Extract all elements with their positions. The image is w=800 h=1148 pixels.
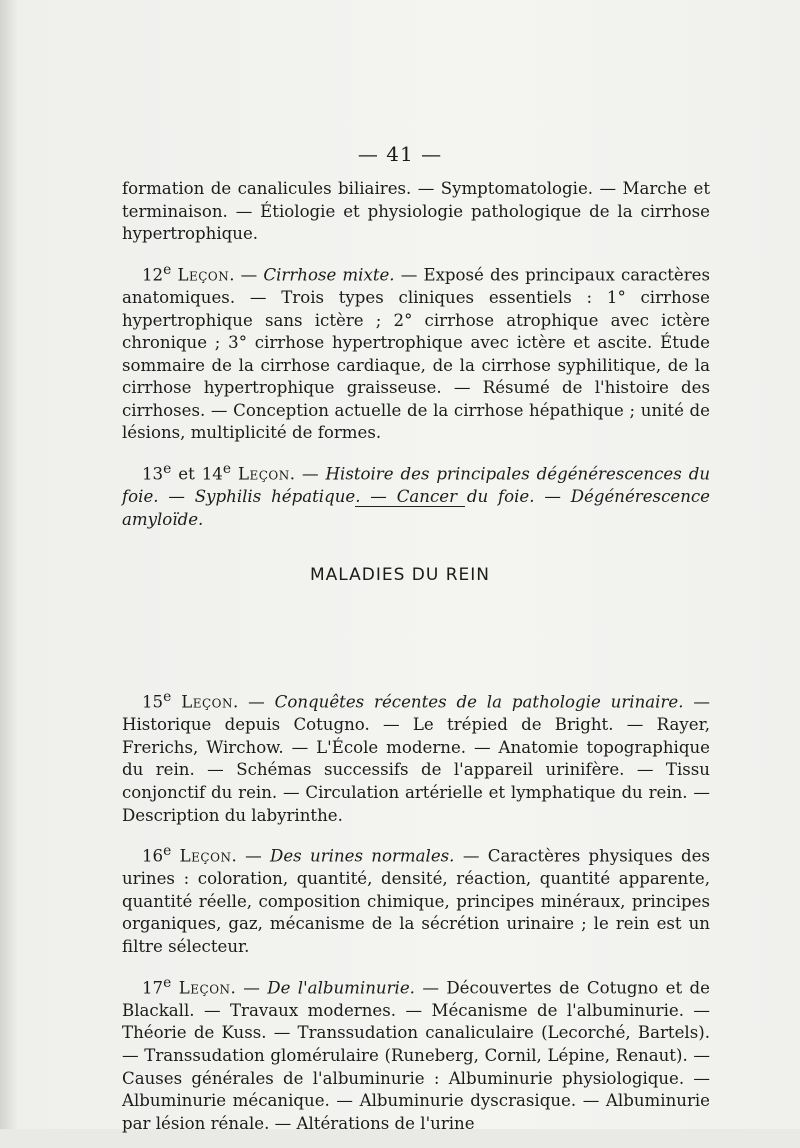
section-liver [122,178,710,544]
paragraph-continuation: formation de canalicules biliaires. — Symptomatologie. — Marche et terminaison. — Étiologie et physiologie pathologique de la cirrhose hypertrophique. [122,179,710,244]
lesson-title: Conquêtes récentes de la pathologie urinaire. [274,692,684,712]
lesson-label: Leçon [177,265,230,285]
lesson-label: Leçon [178,978,231,998]
lesson-16: 16e Leçon. — Des urines normales. — Caractères physiques des urines : coloration, quantité, densité, réaction, quantité apparente, quantité réelle, composition chimique, principes minéraux, principes organiques, gaz, mécanisme de la sécrétion urinaire ; le rein est un filtre sélecteur. [122,843,711,956]
lesson-body: — Exposé des principaux caractères anatomiques. — Trois types cliniques essentiels : 1° cirrhose hypertrophique sans ictère ; 2° cirrhose atrophique avec ictère chronique ; 3° cirrhose hypertrophique avec ictère et ascite. Étude sommaire de la cirrhose cardiaque, de la cirrhose syphilitique, de la cirrhose hypertrophique graisseuse. — Résumé de l'histoire des cirrhoses. — Conception actuelle de la cirrhose hépathique ; unité de lésions, multiplicité de formes. [122,265,711,443]
lesson-ordinal: e [163,974,172,991]
lesson-number-2: 14 [201,464,223,484]
conjunction: et [171,464,202,484]
lesson-body: — Historique depuis Cotugno. — Le trépied de Bright. — Rayer, Frerichs, Wirchow. — L'École moderne. — Anatomie topographique du rein. — Schémas successifs de l'appareil urinifère. — Tissu conjonctif du rein. — Circulation artérielle et lymphatique du rein. — Description du labyrinthe. [122,692,710,825]
lesson-13-14: 13e et 14e Leçon. — Histoire des principales dégénérescences du foie. — Syphilis hépatique. — Cancer du foie. — Dégénérescence amyloïde. [122,461,711,529]
lesson-number: 16 [142,846,164,866]
lesson-ordinal: e [163,461,172,478]
lesson-label: Leçon [181,692,234,712]
section-heading: MALADIES DU REIN [309,565,491,585]
lesson-number: 15 [142,692,164,712]
lesson-ordinal-2: e [222,461,232,478]
section-divider [355,506,465,507]
lesson-number: 17 [142,978,164,998]
lesson-label: Leçon [237,464,290,484]
lesson-15: 15e Leçon. — Conquêtes récentes de la pathologie urinaire. — Historique depuis Cotugno. — Le trépied de Bright. — Rayer, Frerichs, Wirchow. — L'École moderne. — Anatomie topographique du rein. — Schémas successifs de l'appareil urinifère. — Tissu conjonctif du rein. — Circulation artérielle et lymphatique du rein. — Description du labyrinthe. [122,689,710,825]
lesson-number: 12 [142,265,164,285]
lesson-ordinal: e [163,843,172,860]
section-kidney [122,686,710,1148]
lesson-title: Des urines normales. [270,846,455,866]
lesson-body: — Découvertes de Cotugno et de Blackall. — Travaux modernes. — Mécanisme de l'albuminurie. — Théorie de Kuss. — Transsudation canaliculaire (Lecorché, Bartels). — Transsudation glomérulaire (Runeberg, Cornil, Lépine, Renaut). — Causes générales de l'albuminurie : Albuminurie physiologique. — Albuminurie mécanique. — Albuminurie dyscrasique. — Albuminurie par lésion rénale. — Altérations de l'urine [122,978,710,1133]
lesson-label: Leçon [179,846,232,866]
lesson-ordinal: e [163,689,172,705]
lesson-12: 12e Leçon. — Cirrhose mixte. — Exposé des principaux caractères anatomiques. — Trois types cliniques essentiels : 1° cirrhose hypertrophique sans ictère ; 2° cirrhose atrophique avec ictère chronique ; 3° cirrhose hypertrophique avec ictère et ascite. Étude sommaire de la cirrhose cardiaque, de la cirrhose syphilitique, de la cirrhose hypertrophique graisseuse. — Résumé de l'histoire des cirrhoses. — Conception actuelle de la cirrhose hépathique ; unité de lésions, multiplicité de formes. [122,261,711,443]
lesson-ordinal: e [163,261,172,278]
lesson-number: 13 [142,464,164,484]
lesson-title: De l'albuminurie. [267,978,415,998]
lesson-title: Histoire des principales dégénérescences du foie. — Syphilis hépatique. — Cancer du foie. — Dégénérescence amyloïde. [122,464,711,529]
lesson-17: 17e Leçon. — De l'albuminurie. — Découvertes de Cotugno et de Blackall. — Travaux modernes. — Mécanisme de l'albuminurie. — Théorie de Kuss. — Transsudation canaliculaire (Lecorché, Bartels). — Transsudation glomérulaire (Runeberg, Cornil, Lépine, Renaut). — Causes générales de l'albuminurie : Albuminurie physiologique. — Albuminurie mécanique. — Albuminurie dyscrasique. — Albuminurie par lésion rénale. — Altérations de l'urine [122,974,710,1133]
lesson-title: Cirrhose mixte. [263,265,395,285]
lesson-body: — Caractères physiques des urines : coloration, quantité, densité, réaction, quantité apparente, quantité réelle, composition chimique, principes minéraux, principes organiques, gaz, mécanisme de la sécrétion urinaire ; le rein est un filtre sélecteur. [122,846,711,956]
page-number: — 41 — [357,142,443,166]
